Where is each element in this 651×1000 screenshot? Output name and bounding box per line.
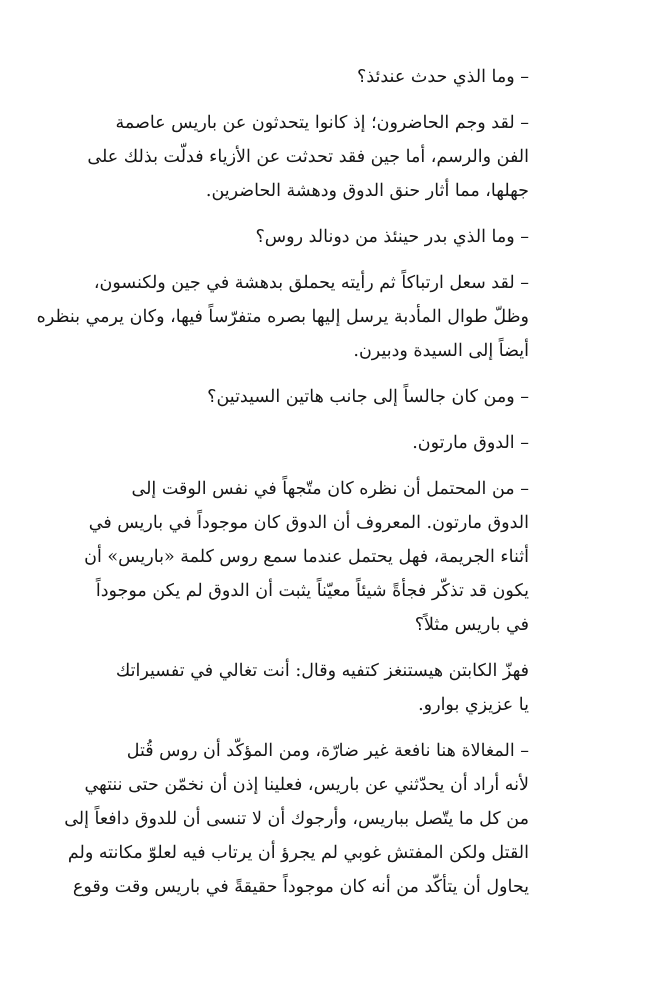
text-line: في باريس مثلاً؟ — [414, 615, 529, 635]
text-line: – الدوق مارتون. — [412, 433, 529, 453]
text-line: القتل ولكن المفتش غوبي لم يجرؤ أن يرتاب فيه لعلوّ مكانته ولم — [67, 843, 529, 863]
dialogue-paragraph — [64, 734, 545, 904]
text-line: أيضاً إلى السيدة ودبيرن. — [353, 341, 529, 361]
text-line: يا عزيزي بوارو. — [418, 695, 529, 715]
text-line: وظلّ طوال المأدبة يرسل إليها بصره متفرّساً فيها، وكان يرمي بنظره — [36, 307, 529, 327]
text-line: لأنه أراد أن يحدّثني عن باريس، فعلينا إذن أن نخمّن حتى ننتهي — [84, 775, 529, 795]
text-line: – ومن كان جالساً إلى جانب هاتين السيدتين؟ — [207, 387, 529, 407]
dialogue-paragraph — [75, 472, 545, 642]
text-line: جهلها، مما أثار حنق الدوق ودهشة الحاضرين. — [205, 181, 529, 201]
text-line: – وما الذي بدر حينئذ من دونالد روس؟ — [255, 227, 529, 247]
text-line: من كل ما يتّصل بباريس، وأرجوك أن لا تنسى أن للدوق دافعاً إلى — [64, 809, 529, 829]
dialogue-paragraph — [36, 266, 545, 368]
text-line: الفن والرسم، أما جين فقد تحدثت عن الأزياء فدلّت بذلك على — [87, 147, 529, 167]
dialogue-paragraph — [75, 220, 545, 254]
dialogue-paragraph — [75, 426, 545, 460]
text-line: يكون قد تذكّر فجأةً شيئاً معيّناً يثبت أن الدوق لم يكن موجوداً — [95, 581, 529, 601]
text-line: أثناء الجريمة، فهل يحتمل عندما سمع روس كلمة «باريس» أن — [84, 547, 529, 567]
text-line: – المغالاة هنا نافعة غير ضارّة، ومن المؤكّد أن روس قُتل — [126, 741, 529, 761]
text-line: – من المحتمل أن نظره كان متّجهاً في نفس الوقت إلى — [131, 479, 529, 499]
text-line: الدوق مارتون. المعروف أن الدوق كان موجوداً في باريس في — [88, 513, 529, 533]
text-line: – وما الذي حدث عندئذ؟ — [357, 67, 529, 87]
dialogue-paragraph — [75, 380, 545, 414]
text-line: – لقد وجم الحاضرون؛ إذ كانوا يتحدثون عن باريس عاصمة — [115, 113, 529, 133]
dialogue-paragraph — [75, 60, 545, 94]
text-line: – لقد سعل ارتباكاً ثم رأيته يحملق بدهشة في جين ولكنسون، — [93, 273, 529, 293]
narration-paragraph — [75, 654, 545, 722]
text-line: فهزّ الكابتن هيستنغز كتفيه وقال: أنت تغالي في تفسيراتك — [115, 661, 529, 681]
book-page — [36, 60, 545, 916]
dialogue-paragraph — [75, 106, 545, 208]
text-line: يحاول أن يتأكّد من أنه كان موجوداً حقيقةً في باريس وقت وقوع — [72, 877, 529, 897]
